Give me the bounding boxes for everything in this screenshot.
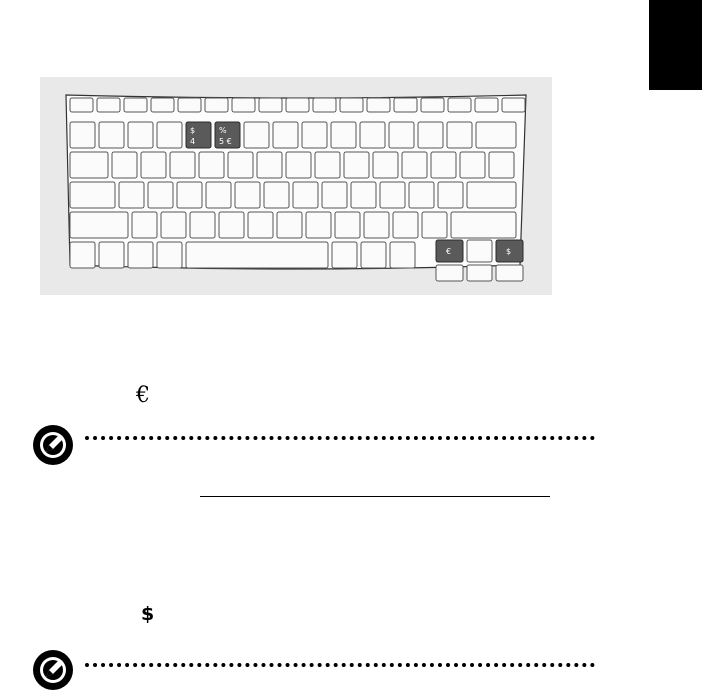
- keyboard-key: [70, 242, 95, 268]
- keyboard-key: [447, 122, 472, 148]
- keyboard-key: [206, 182, 231, 208]
- keyboard-key: [177, 182, 202, 208]
- keyboard-key: [277, 212, 302, 238]
- keyboard-key: [141, 152, 166, 178]
- highlighted-key: [436, 240, 463, 262]
- keyboard-key: [112, 152, 137, 178]
- keyboard-key: [393, 212, 418, 238]
- keyboard-key: [205, 98, 228, 112]
- keyboard-svg: [40, 77, 552, 295]
- keyboard-key: [448, 98, 471, 112]
- keyboard-key: [199, 152, 224, 178]
- keyboard-key: [402, 152, 427, 178]
- keyboard-key: [124, 98, 147, 112]
- keyboard-key: [235, 182, 260, 208]
- keyboard-key: [132, 212, 157, 238]
- key-legend: $: [190, 126, 196, 135]
- keyboard-illustration: [40, 77, 552, 295]
- keyboard-key: [128, 242, 153, 268]
- keyboard-key: [259, 98, 282, 112]
- keyboard-key: [394, 98, 417, 112]
- key-legend: $: [506, 247, 512, 256]
- keyboard-key: [170, 152, 195, 178]
- keyboard-key: [119, 182, 144, 208]
- keyboard-key: [451, 212, 516, 238]
- keyboard-key: [99, 242, 124, 268]
- keyboard-key: [70, 98, 93, 112]
- keyboard-key: [360, 122, 385, 148]
- keyboard-key: [332, 242, 357, 268]
- keyboard-key: [161, 212, 186, 238]
- keyboard-key: [178, 98, 201, 112]
- keyboard-key: [157, 122, 182, 148]
- keyboard-key: [438, 182, 463, 208]
- keyboard-key: [340, 98, 363, 112]
- keyboard-key: [436, 265, 463, 281]
- keyboard-key: [128, 122, 153, 148]
- euro-symbol: €: [136, 383, 150, 408]
- keyboard-key: [286, 98, 309, 112]
- keyboard-key: [228, 152, 253, 178]
- keyboard-key: [70, 122, 95, 148]
- keyboard-key: [232, 98, 255, 112]
- highlighted-key: [215, 122, 240, 148]
- keyboard-key: [313, 98, 336, 112]
- keyboard-key: [157, 242, 182, 268]
- keyboard-key: [502, 98, 525, 112]
- keyboard-key: [322, 182, 347, 208]
- keyboard-key: [476, 122, 516, 148]
- keyboard-key: [496, 265, 523, 281]
- keyboard-key: [286, 152, 311, 178]
- keyboard-key: [344, 152, 369, 178]
- keyboard-key: [467, 240, 492, 262]
- keyboard-key: [361, 242, 386, 268]
- keyboard-key: [257, 152, 282, 178]
- language-tab: [649, 0, 702, 90]
- key-legend: 4: [190, 137, 196, 146]
- keyboard-key: [219, 212, 244, 238]
- keyboard-key: [151, 98, 174, 112]
- keyboard-key: [373, 152, 398, 178]
- keyboard-key: [460, 152, 485, 178]
- note-pen-icon: [33, 425, 73, 465]
- keyboard-key: [390, 242, 415, 268]
- keyboard-key: [190, 212, 215, 238]
- keyboard-key: [351, 182, 376, 208]
- keyboard-key: [331, 122, 356, 148]
- keyboard-key: [364, 212, 389, 238]
- note-pen-icon: [33, 650, 73, 690]
- keyboard-key: [431, 152, 456, 178]
- keyboard-key: [70, 212, 128, 238]
- keyboard-key: [489, 152, 514, 178]
- keyboard-key: [97, 98, 120, 112]
- keyboard-key: [467, 265, 492, 281]
- keyboard-key: [389, 122, 414, 148]
- note-divider: [85, 436, 595, 440]
- keyboard-key: [335, 212, 360, 238]
- keyboard-key: [367, 98, 390, 112]
- key-legend: €: [446, 247, 452, 256]
- keyboard-key: [306, 212, 331, 238]
- keyboard-key: [293, 182, 318, 208]
- keyboard-key: [186, 242, 328, 268]
- keyboard-key: [273, 122, 298, 148]
- keyboard-key: [422, 212, 447, 238]
- keyboard-key: [315, 152, 340, 178]
- key-legend: 5 €: [219, 137, 232, 146]
- keyboard-key: [475, 98, 498, 112]
- keyboard-key: [70, 182, 115, 208]
- underline-rule: [200, 496, 550, 497]
- keyboard-key: [248, 212, 273, 238]
- keyboard-key: [421, 98, 444, 112]
- key-legend: %: [219, 126, 227, 135]
- highlighted-key: [186, 122, 211, 148]
- keyboard-key: [70, 152, 108, 178]
- keyboard-key: [302, 122, 327, 148]
- keyboard-key: [467, 182, 516, 208]
- keyboard-key: [418, 122, 443, 148]
- keyboard-key: [264, 182, 289, 208]
- keyboard-key: [409, 182, 434, 208]
- dollar-symbol: $: [141, 603, 155, 625]
- keyboard-key: [99, 122, 124, 148]
- highlighted-key: [496, 240, 523, 262]
- keyboard-key: [148, 182, 173, 208]
- keyboard-key: [380, 182, 405, 208]
- keyboard-key: [244, 122, 269, 148]
- note-divider: [85, 663, 595, 667]
